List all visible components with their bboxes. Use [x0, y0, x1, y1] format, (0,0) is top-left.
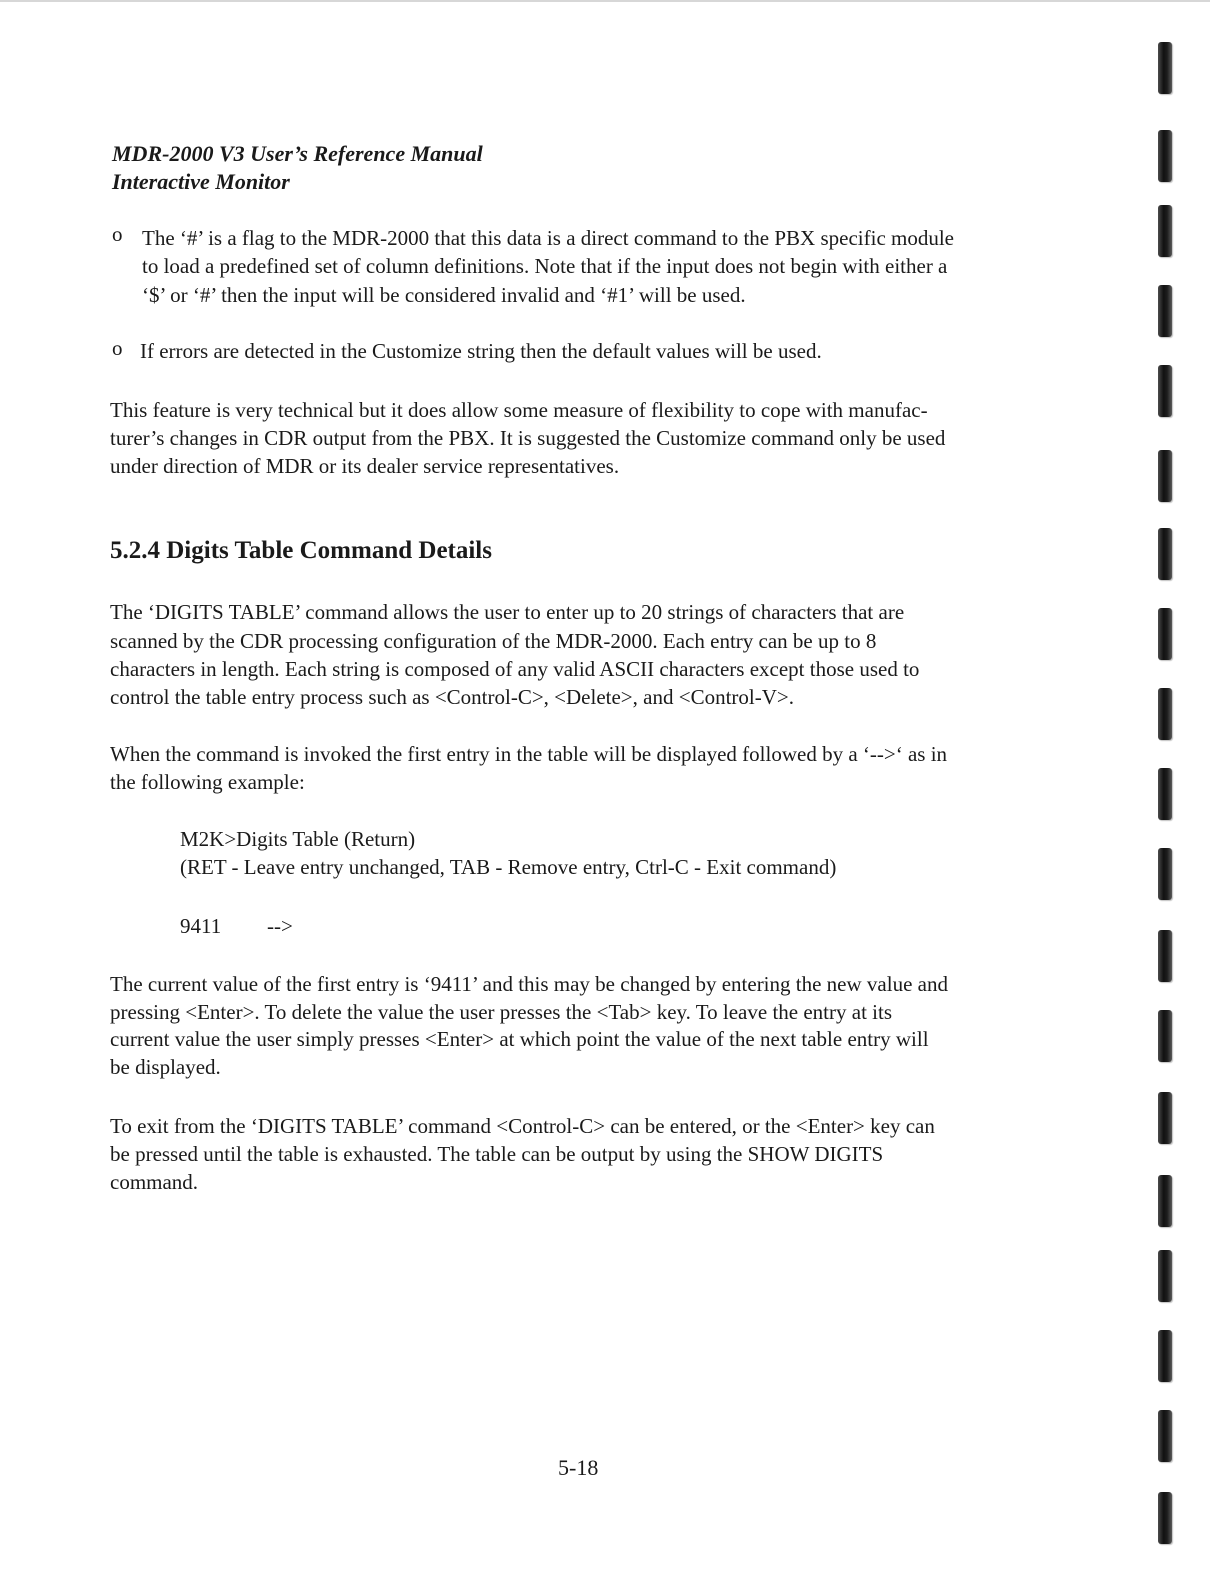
- binder-tab-icon: [1158, 42, 1172, 94]
- invoked-paragraph-line-1: When the command is invoked the first entry in the table will be displayed followed by a ‘-->‘ as in: [110, 742, 948, 766]
- header-chapter-title: Interactive Monitor: [112, 169, 290, 194]
- bullet-1-line-1: The ‘#’ is a flag to the MDR-2000 that this data is a direct command to the PBX specific module: [142, 226, 955, 250]
- bullet-1-line-3: ‘$’ or ‘#’ then the input will be considered invalid and ‘#1’ will be used.: [142, 283, 746, 307]
- current-paragraph-line-1: The current value of the first entry is ‘9411’ and this may be changed by entering the new value and: [110, 972, 948, 996]
- binder-tab-icon: [1158, 1175, 1172, 1227]
- binder-tab-icon: [1158, 1250, 1172, 1302]
- page-number: 5-18: [558, 1455, 599, 1480]
- bullet-marker: o: [112, 222, 123, 246]
- example-help-line: (RET - Leave entry unchanged, TAB - Remove entry, Ctrl-C - Exit command): [180, 855, 837, 879]
- digits-paragraph-line-4: control the table entry process such as <Control-C>, <Delete>, and <Control-V>.: [110, 685, 794, 709]
- binder-tab-icon: [1158, 205, 1172, 257]
- bullet-1-line-2: to load a predefined set of column definitions. Note that if the input does not begin with either a: [142, 254, 948, 278]
- current-paragraph-line-4: be displayed.: [110, 1055, 221, 1079]
- example-command-line: M2K>Digits Table (Return): [180, 827, 416, 851]
- binder-tab-icon: [1158, 1010, 1172, 1062]
- digits-paragraph-line-3: characters in length. Each string is composed of any valid ASCII characters except those used to: [110, 657, 920, 681]
- digits-paragraph-line-1: The ‘DIGITS TABLE’ command allows the user to enter up to 20 strings of characters that are: [110, 600, 905, 624]
- bullet-2-line-1: If errors are detected in the Customize string then the default values will be used.: [140, 339, 822, 363]
- binder-tab-icon: [1158, 1410, 1172, 1462]
- page-top-rule: [0, 0, 1210, 2]
- section-heading: 5.2.4 Digits Table Command Details: [110, 537, 492, 564]
- invoked-paragraph-line-2: the following example:: [110, 770, 305, 794]
- feature-paragraph-line-1: This feature is very technical but it does allow some measure of flexibility to cope with manufac-: [110, 398, 928, 422]
- current-paragraph-line-2: pressing <Enter>. To delete the value the user presses the <Tab> key. To leave the entry at its: [110, 1000, 893, 1024]
- exit-paragraph-line-2: be pressed until the table is exhausted. The table can be output by using the SHOW DIGITS: [110, 1142, 884, 1166]
- example-entry-prompt: -->: [267, 914, 293, 938]
- binder-tab-icon: [1158, 1492, 1172, 1544]
- digits-paragraph-line-2: scanned by the CDR processing configuration of the MDR-2000. Each entry can be up to 8: [110, 629, 877, 653]
- binder-tab-icon: [1158, 930, 1172, 982]
- example-entry-value: 9411: [180, 914, 222, 938]
- feature-paragraph-line-2: turer’s changes in CDR output from the PBX. It is suggested the Customize command only be used: [110, 426, 946, 450]
- binder-tab-icon: [1158, 768, 1172, 820]
- binder-tab-icon: [1158, 1092, 1172, 1144]
- binder-tab-icon: [1158, 688, 1172, 740]
- exit-paragraph-line-3: command.: [110, 1170, 199, 1194]
- binder-tab-icon: [1158, 1330, 1172, 1382]
- current-paragraph-line-3: current value the user simply presses <Enter> at which point the value of the next table entry will: [110, 1027, 929, 1051]
- bullet-marker: o: [112, 336, 123, 360]
- feature-paragraph-line-3: under direction of MDR or its dealer service representatives.: [110, 454, 620, 478]
- binder-tab-icon: [1158, 528, 1172, 580]
- binder-tab-icon: [1158, 608, 1172, 660]
- binder-tab-icon: [1158, 130, 1172, 182]
- binder-tab-icon: [1158, 365, 1172, 417]
- binder-tab-icon: [1158, 450, 1172, 502]
- header-manual-title: MDR-2000 V3 User’s Reference Manual: [112, 141, 483, 166]
- binder-tab-icon: [1158, 848, 1172, 900]
- binder-tab-icon: [1158, 285, 1172, 337]
- running-header: [112, 140, 483, 196]
- exit-paragraph-line-1: To exit from the ‘DIGITS TABLE’ command <Control-C> can be entered, or the <Enter> key can: [110, 1114, 935, 1138]
